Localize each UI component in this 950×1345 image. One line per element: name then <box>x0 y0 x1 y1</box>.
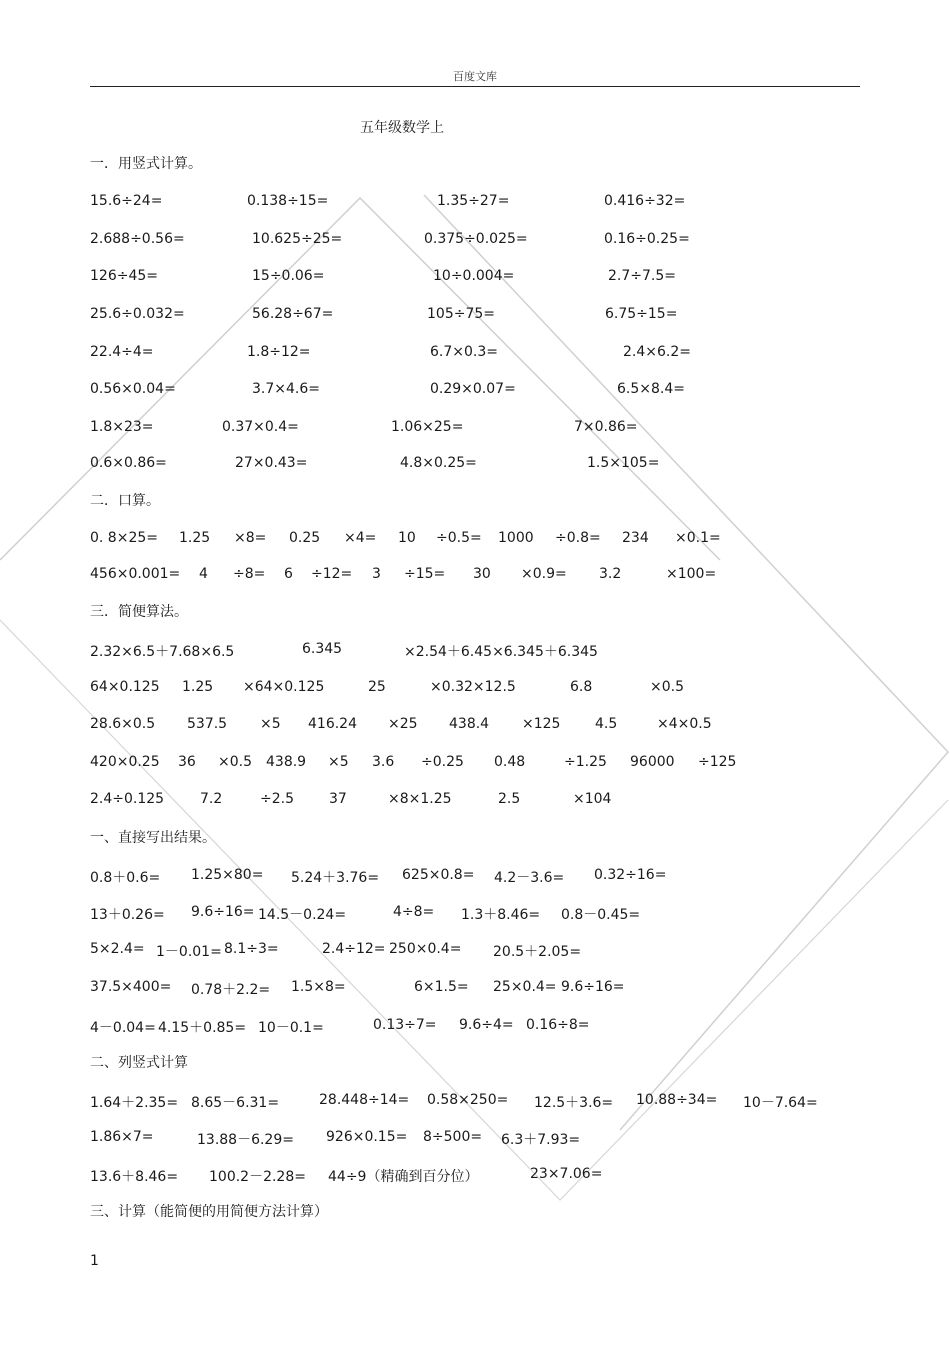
exercise-item: 0.16÷8= <box>526 1017 590 1033</box>
exercise-item: ÷2.5 <box>260 791 294 807</box>
exercise-item: 1.35÷27= <box>437 193 510 209</box>
exercise-item: ÷15= <box>404 566 446 582</box>
exercise-item: 1000 <box>498 530 534 546</box>
exercise-item: ÷8= <box>233 566 266 582</box>
exercise-item: 6.7×0.3= <box>430 344 498 360</box>
exercise-item: 10÷0.004= <box>433 268 515 284</box>
exercise-item: ×0.5 <box>218 754 252 770</box>
exercise-item: 36 <box>178 754 196 770</box>
exercise-item: ×5 <box>328 754 349 770</box>
exercise-item: ÷12= <box>311 566 353 582</box>
exercise-item: 1.5×105= <box>587 455 660 471</box>
exercise-item: 1.3＋8.46= <box>461 907 541 923</box>
exercise-item: 13.88－6.29= <box>197 1132 294 1148</box>
exercise-item: 1.8÷12= <box>247 344 311 360</box>
exercise-item: 6.5×8.4= <box>617 381 685 397</box>
exercise-item: 28.448÷14= <box>319 1092 410 1108</box>
exercise-item: 0.138÷15= <box>247 193 329 209</box>
exercise-item: 0.25 <box>289 530 321 546</box>
exercise-item: 9.6÷4= <box>459 1017 514 1033</box>
exercise-item: 9.6÷16= <box>561 979 625 995</box>
exercise-item: 10.88÷34= <box>636 1092 718 1108</box>
exercise-item: 20.5＋2.05= <box>493 944 582 960</box>
exercise-item: 0. 8×25= <box>90 530 158 546</box>
exercise-item: 10－0.1= <box>258 1020 324 1036</box>
exercise-item: ×2.54＋6.45×6.345＋6.345 <box>404 644 598 660</box>
exercise-item: 56.28÷67= <box>252 306 334 322</box>
exercise-item: ×0.32×12.5 <box>430 679 516 695</box>
exercise-item: ×25 <box>388 716 418 732</box>
exercise-item: 4.15＋0.85= <box>158 1020 247 1036</box>
exercise-item: 0.48 <box>494 754 526 770</box>
exercise-item: 1.25 <box>182 679 214 695</box>
exercise-item: 25×0.4= <box>493 979 557 995</box>
exercise-item: 1.64＋2.35= <box>90 1095 179 1111</box>
exercise-item: 926×0.15= <box>326 1129 408 1145</box>
exercise-item: 126÷45= <box>90 268 158 284</box>
exercise-item: 44÷9（精确到百分位） <box>328 1169 479 1185</box>
exercise-item: ÷1.25 <box>564 754 607 770</box>
exercise-item: 2.688÷0.56= <box>90 231 185 247</box>
page-number: 1 <box>90 1253 99 1269</box>
exercise-item: 4.5 <box>595 716 618 732</box>
header-site-name: 百度文库 <box>453 70 497 83</box>
exercise-item: 5.24＋3.76= <box>291 870 380 886</box>
exercise-item: 1－0.01= <box>156 944 222 960</box>
exercise-item: 2.7÷7.5= <box>608 268 676 284</box>
exercise-item: 0.32÷16= <box>594 867 667 883</box>
section-heading: 三、计算（能简便的用简便方法计算） <box>90 1204 328 1220</box>
exercise-item: ×0.1= <box>675 530 721 546</box>
section-heading: 二．口算。 <box>90 493 160 509</box>
section-heading: 二、列竖式计算 <box>90 1055 188 1071</box>
exercise-item: 4÷8= <box>393 904 435 920</box>
exercise-item: ×5 <box>260 716 281 732</box>
exercise-item: 96000 <box>630 754 675 770</box>
exercise-item: 438.9 <box>266 754 307 770</box>
exercise-item: 3.2 <box>599 566 622 582</box>
exercise-item: 0.56×0.04= <box>90 381 176 397</box>
header-rule <box>90 86 860 87</box>
exercise-item: 4.2－3.6= <box>494 870 565 886</box>
exercise-item: 3.7×4.6= <box>252 381 320 397</box>
exercise-item: ÷0.8= <box>555 530 601 546</box>
exercise-item: 10－7.64= <box>743 1095 818 1111</box>
section-heading: 一、直接写出结果。 <box>90 830 216 846</box>
exercise-item: 8÷500= <box>423 1129 483 1145</box>
exercise-item: 25 <box>368 679 386 695</box>
exercise-item: 0.78＋2.2= <box>191 982 271 998</box>
exercise-item: 4－0.04= <box>90 1020 156 1036</box>
document-title: 五年级数学上 <box>360 120 444 136</box>
exercise-item: 2.4÷0.125 <box>90 791 165 807</box>
exercise-item: 13.6＋8.46= <box>90 1169 179 1185</box>
exercise-item: 456×0.001= <box>90 566 181 582</box>
exercise-item: 100.2－2.28= <box>209 1169 306 1185</box>
exercise-item: 22.4÷4= <box>90 344 154 360</box>
exercise-item: ×4×0.5 <box>657 716 712 732</box>
exercise-item: 6 <box>284 566 293 582</box>
exercise-item: 537.5 <box>187 716 228 732</box>
exercise-item: 23×7.06= <box>530 1166 603 1182</box>
exercise-item: 7.2 <box>200 791 223 807</box>
exercise-item: 2.5 <box>498 791 521 807</box>
exercise-item: ×8= <box>234 530 267 546</box>
exercise-item: 3 <box>372 566 381 582</box>
section-heading: 一．用竖式计算。 <box>90 156 202 172</box>
exercise-item: 0.37×0.4= <box>222 419 299 435</box>
exercise-item: 0.416÷32= <box>604 193 686 209</box>
exercise-item: 0.6×0.86= <box>90 455 167 471</box>
exercise-item: 5×2.4= <box>90 941 145 957</box>
exercise-item: ÷125 <box>698 754 737 770</box>
exercise-item: 28.6×0.5 <box>90 716 156 732</box>
exercise-item: 8.1÷3= <box>224 941 279 957</box>
exercise-item: 1.86×7= <box>90 1129 154 1145</box>
exercise-item: ×0.9= <box>521 566 567 582</box>
exercise-item: 105÷75= <box>427 306 495 322</box>
exercise-item: 27×0.43= <box>235 455 308 471</box>
exercise-item: 1.25 <box>179 530 211 546</box>
exercise-item: 13＋0.26= <box>90 907 165 923</box>
exercise-item: 4 <box>199 566 208 582</box>
exercise-item: ×64×0.125 <box>243 679 325 695</box>
exercise-item: ×0.5 <box>650 679 684 695</box>
exercise-item: 0.8＋0.6= <box>90 870 161 886</box>
exercise-item: 2.4÷12= <box>322 941 386 957</box>
exercise-item: 416.24 <box>308 716 357 732</box>
exercise-item: 15.6÷24= <box>90 193 163 209</box>
section-heading: 三．简便算法。 <box>90 604 188 620</box>
exercise-item: ÷0.25 <box>421 754 464 770</box>
exercise-item: 6×1.5= <box>414 979 469 995</box>
exercise-item: 2.32×6.5＋7.68×6.5 <box>90 644 235 660</box>
exercise-item: 12.5＋3.6= <box>534 1095 614 1111</box>
exercise-item: 420×0.25 <box>90 754 160 770</box>
exercise-item: 1.06×25= <box>391 419 464 435</box>
exercise-item: 0.29×0.07= <box>430 381 516 397</box>
exercise-item: ×104 <box>573 791 612 807</box>
exercise-item: 625×0.8= <box>402 867 475 883</box>
exercise-item: 0.16÷0.25= <box>604 231 690 247</box>
exercise-item: 8.65－6.31= <box>191 1095 280 1111</box>
exercise-item: 6.345 <box>302 641 343 657</box>
exercise-item: 9.6÷16= <box>191 904 255 920</box>
exercise-item: 14.5－0.24= <box>258 907 347 923</box>
exercise-item: 10 <box>398 530 416 546</box>
exercise-item: ×125 <box>522 716 561 732</box>
exercise-item: 0.13÷7= <box>373 1017 437 1033</box>
exercise-item: ×100= <box>666 566 717 582</box>
exercise-item: 64×0.125 <box>90 679 160 695</box>
exercise-item: 6.8 <box>570 679 593 695</box>
exercise-item: 37.5×400= <box>90 979 172 995</box>
exercise-item: 1.5×8= <box>291 979 346 995</box>
exercise-item: ÷0.5= <box>436 530 482 546</box>
exercise-item: 0.58×250= <box>427 1092 509 1108</box>
exercise-item: 4.8×0.25= <box>400 455 477 471</box>
exercise-item: 0.375÷0.025= <box>424 231 528 247</box>
exercise-item: 25.6÷0.032= <box>90 306 185 322</box>
exercise-item: 10.625÷25= <box>252 231 343 247</box>
exercise-item: 1.8×23= <box>90 419 154 435</box>
exercise-item: ×4= <box>344 530 377 546</box>
exercise-item: 0.8－0.45= <box>561 907 641 923</box>
exercise-item: 6.75÷15= <box>605 306 678 322</box>
exercise-item: 30 <box>473 566 491 582</box>
exercise-item: 438.4 <box>449 716 490 732</box>
exercise-item: 6.3＋7.93= <box>501 1132 581 1148</box>
exercise-item: 3.6 <box>372 754 395 770</box>
exercise-item: 1.25×80= <box>191 867 264 883</box>
exercise-item: 7×0.86= <box>574 419 638 435</box>
exercise-item: ×8×1.25 <box>388 791 452 807</box>
exercise-item: 2.4×6.2= <box>623 344 691 360</box>
exercise-item: 37 <box>329 791 347 807</box>
exercise-item: 250×0.4= <box>389 941 462 957</box>
exercise-item: 234 <box>622 530 649 546</box>
exercise-item: 15÷0.06= <box>252 268 325 284</box>
